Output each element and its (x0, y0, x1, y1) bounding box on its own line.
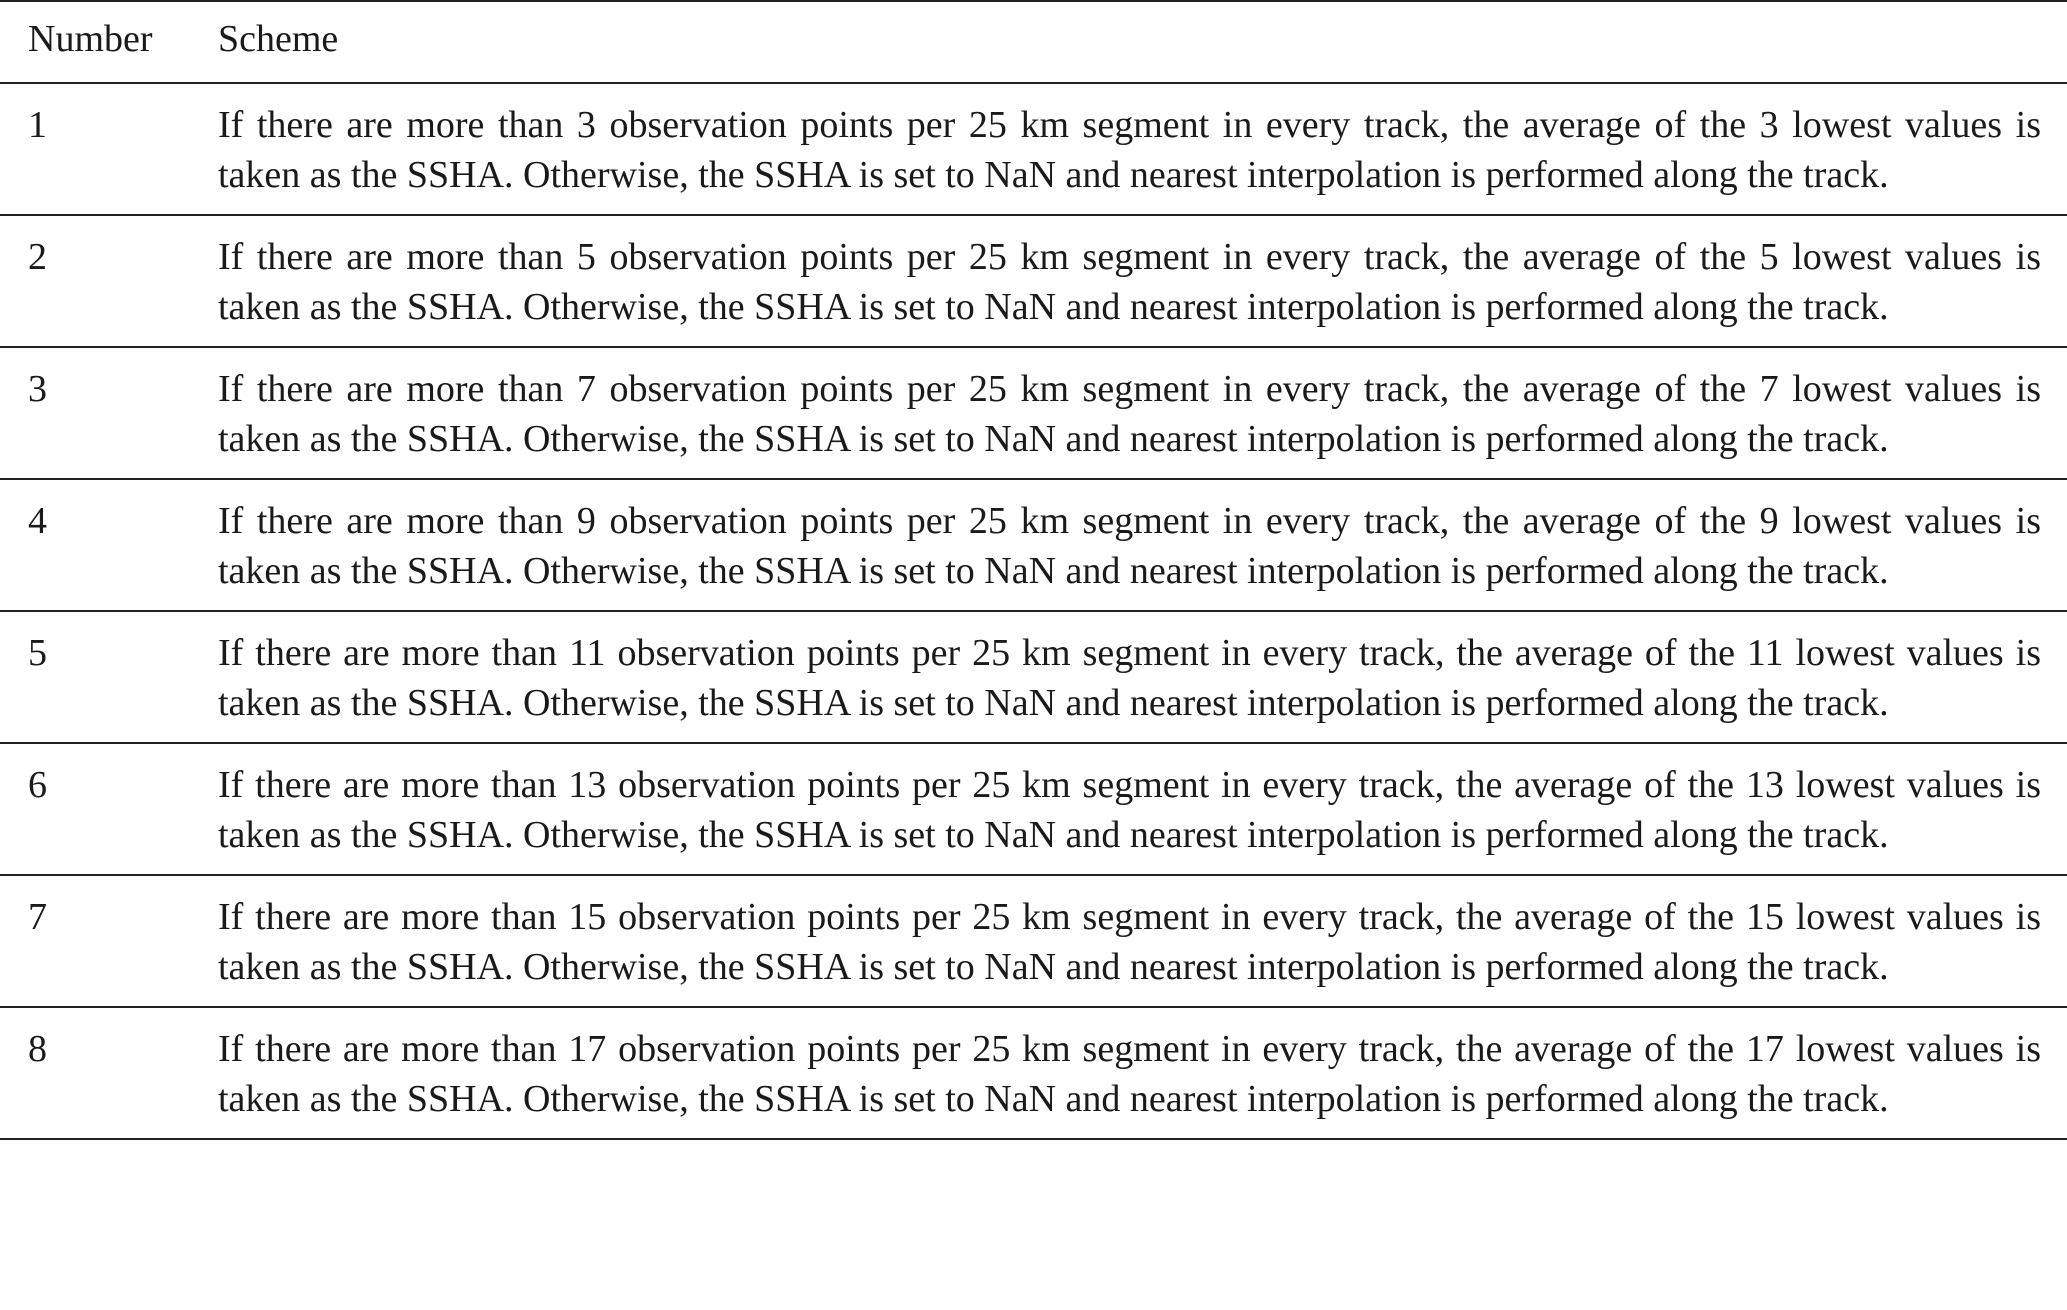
row-number: 7 (0, 875, 218, 1007)
row-scheme: If there are more than 17 observation points per 25 km segment in every track, the average of the 17 lowest values is taken as the SSHA. Otherwise, the SSHA is set to NaN and nearest interpolation is performed along the track. (218, 1007, 2067, 1139)
row-number: 2 (0, 215, 218, 347)
table-row (0, 875, 2067, 1007)
header-number: Number (0, 1, 218, 83)
table-row (0, 743, 2067, 875)
row-scheme: If there are more than 9 observation points per 25 km segment in every track, the average of the 9 lowest values is taken as the SSHA. Otherwise, the SSHA is set to NaN and nearest interpolation is performed along the track. (218, 479, 2067, 611)
header-scheme: Scheme (218, 1, 2067, 83)
row-scheme: If there are more than 11 observation points per 25 km segment in every track, the average of the 11 lowest values is taken as the SSHA. Otherwise, the SSHA is set to NaN and nearest interpolation is performed along the track. (218, 611, 2067, 743)
table-row (0, 215, 2067, 347)
row-scheme: If there are more than 3 observation points per 25 km segment in every track, the average of the 3 lowest values is taken as the SSHA. Otherwise, the SSHA is set to NaN and nearest interpolation is performed along the track. (218, 83, 2067, 215)
header-row (0, 1, 2067, 83)
row-scheme: If there are more than 7 observation points per 25 km segment in every track, the average of the 7 lowest values is taken as the SSHA. Otherwise, the SSHA is set to NaN and nearest interpolation is performed along the track. (218, 347, 2067, 479)
table-row (0, 611, 2067, 743)
row-number: 1 (0, 83, 218, 215)
table-row (0, 83, 2067, 215)
row-number: 3 (0, 347, 218, 479)
table-row (0, 1007, 2067, 1139)
row-number: 5 (0, 611, 218, 743)
row-number: 6 (0, 743, 218, 875)
row-number: 4 (0, 479, 218, 611)
table-body (0, 83, 2067, 1139)
row-number: 8 (0, 1007, 218, 1139)
row-scheme: If there are more than 13 observation points per 25 km segment in every track, the average of the 13 lowest values is taken as the SSHA. Otherwise, the SSHA is set to NaN and nearest interpolation is performed along the track. (218, 743, 2067, 875)
table-header (0, 1, 2067, 83)
table-row (0, 479, 2067, 611)
row-scheme: If there are more than 15 observation points per 25 km segment in every track, the average of the 15 lowest values is taken as the SSHA. Otherwise, the SSHA is set to NaN and nearest interpolation is performed along the track. (218, 875, 2067, 1007)
table-row (0, 347, 2067, 479)
row-scheme: If there are more than 5 observation points per 25 km segment in every track, the average of the 5 lowest values is taken as the SSHA. Otherwise, the SSHA is set to NaN and nearest interpolation is performed along the track. (218, 215, 2067, 347)
